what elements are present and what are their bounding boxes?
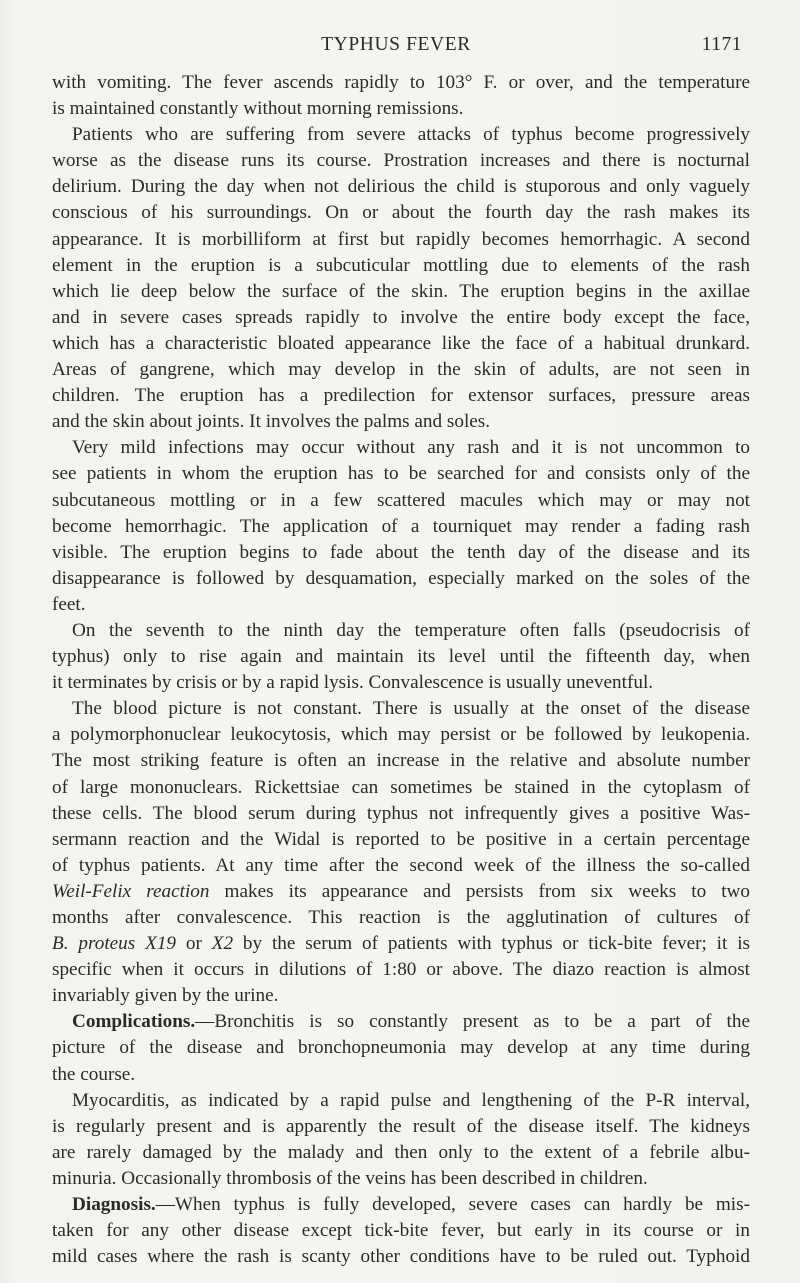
text-line: The most striking feature is often an increase in the relative and absolute number: [52, 750, 750, 772]
text-line: conscious of his surroundings. On or about the fourth day the rash makes its: [52, 202, 750, 224]
text-line: taken for any other disease except tick-bite fever, but early in its course or in: [52, 1220, 750, 1242]
text-line: it terminates by crisis or by a rapid lysis. Convalescence is usually uneventful.: [52, 672, 654, 694]
text-line: subcutaneous mottling or in a few scattered macules which may or may not: [52, 489, 750, 511]
text-line: minuria. Occasionally thrombosis of the veins has been described in children.: [52, 1167, 648, 1189]
text-line: become hemorrhagic. The application of a tourniquet may render a fading rash: [52, 515, 750, 537]
text-line: Areas of gangrene, which may develop in the skin of adults, are not seen in: [52, 359, 750, 381]
text-line: Complications.—Bronchitis is so constantly present as to be a part of the: [72, 1011, 750, 1033]
text-line: specific when it occurs in dilutions of 1:80 or above. The diazo reaction is almost: [52, 959, 750, 981]
text-line: is maintained constantly without morning remissions.: [52, 98, 464, 120]
text-line: see patients in whom the eruption has to be searched for and consists only of the: [52, 463, 750, 485]
text-line: is regularly present and is apparently the result of the disease itself. The kidneys: [52, 1115, 750, 1137]
text-line: Very mild infections may occur without any rash and it is not uncommon to: [72, 437, 750, 459]
text-line: delirium. During the day when not delirious the child is stuporous and only vaguely: [52, 176, 750, 198]
text-line: and in severe cases spreads rapidly to involve the entire body except the face,: [52, 306, 750, 328]
text-line: disappearance is followed by desquamation, especially marked on the soles of the: [52, 567, 750, 589]
text-line: children. The eruption has a predilection for extensor surfaces, pressure areas: [52, 385, 750, 407]
text-line: which has a characteristic bloated appearance like the face of a habitual drunkard.: [52, 332, 750, 354]
text-line: these cells. The blood serum during typhus not infrequently gives a positive Was-: [52, 802, 750, 824]
text-line: Weil-Felix reaction makes its appearance and persists from six weeks to two: [52, 880, 750, 902]
text-line: with vomiting. The fever ascends rapidly to 103° F. or over, and the temperature: [52, 72, 750, 93]
text-line: worse as the disease runs its course. Prostration increases and there is nocturnal: [52, 150, 750, 172]
running-title: TYPHUS FEVER: [321, 34, 471, 55]
text-line: mild cases where the rash is scanty other conditions have to be ruled out. Typhoid: [52, 1246, 750, 1268]
text-line: The blood picture is not constant. There is usually at the onset of the disease: [72, 698, 750, 720]
text-line: appearance. It is morbilliform at first but rapidly becomes hemorrhagic. A second: [52, 228, 750, 250]
text-line: B. proteus X19 or X2 by the serum of patients with typhus or tick-bite fever; it is: [52, 933, 750, 955]
text-line: of typhus patients. At any time after the second week of the illness the so-called: [52, 854, 750, 876]
text-line: On the seventh to the ninth day the temperature often falls (pseudocrisis of: [72, 619, 750, 641]
text-line: which lie deep below the surface of the skin. The eruption begins in the axillae: [52, 280, 750, 302]
text-line: Patients who are suffering from severe attacks of typhus become progressively: [72, 124, 750, 146]
page-header: [50, 34, 742, 64]
text-line: a polymorphonuclear leukocytosis, which may persist or be followed by leukopenia.: [52, 724, 750, 746]
text-line: feet.: [52, 593, 86, 615]
text-line: Diagnosis.—When typhus is fully developed, severe cases can hardly be mis-: [72, 1194, 750, 1216]
text-line: typhus) only to rise again and maintain its level until the fifteenth day, when: [52, 646, 750, 668]
text-line: element in the eruption is a subcuticular mottling due to elements of the rash: [52, 254, 750, 276]
text-line: the course.: [52, 1063, 136, 1085]
body-text: [52, 70, 750, 1270]
text-line: sermann reaction and the Widal is reported to be positive in a certain percentage: [52, 828, 750, 850]
page-number: 1171: [701, 34, 742, 55]
text-line: Myocarditis, as indicated by a rapid pulse and lengthening of the P-R interval,: [72, 1089, 750, 1111]
text-line: picture of the disease and bronchopneumonia may develop at any time during: [52, 1037, 750, 1059]
text-line: and the skin about joints. It involves the palms and soles.: [52, 411, 491, 433]
text-line: are rarely damaged by the malady and then only to the extent of a febrile albu-: [52, 1141, 750, 1163]
text-line: visible. The eruption begins to fade about the tenth day of the disease and its: [52, 541, 750, 563]
text-line: invariably given by the urine.: [52, 985, 279, 1007]
text-line: months after convalescence. This reaction is the agglutination of cultures of: [52, 907, 750, 928]
text-line: of large mononuclears. Rickettsiae can sometimes be stained in the cytoplasm of: [52, 776, 750, 798]
